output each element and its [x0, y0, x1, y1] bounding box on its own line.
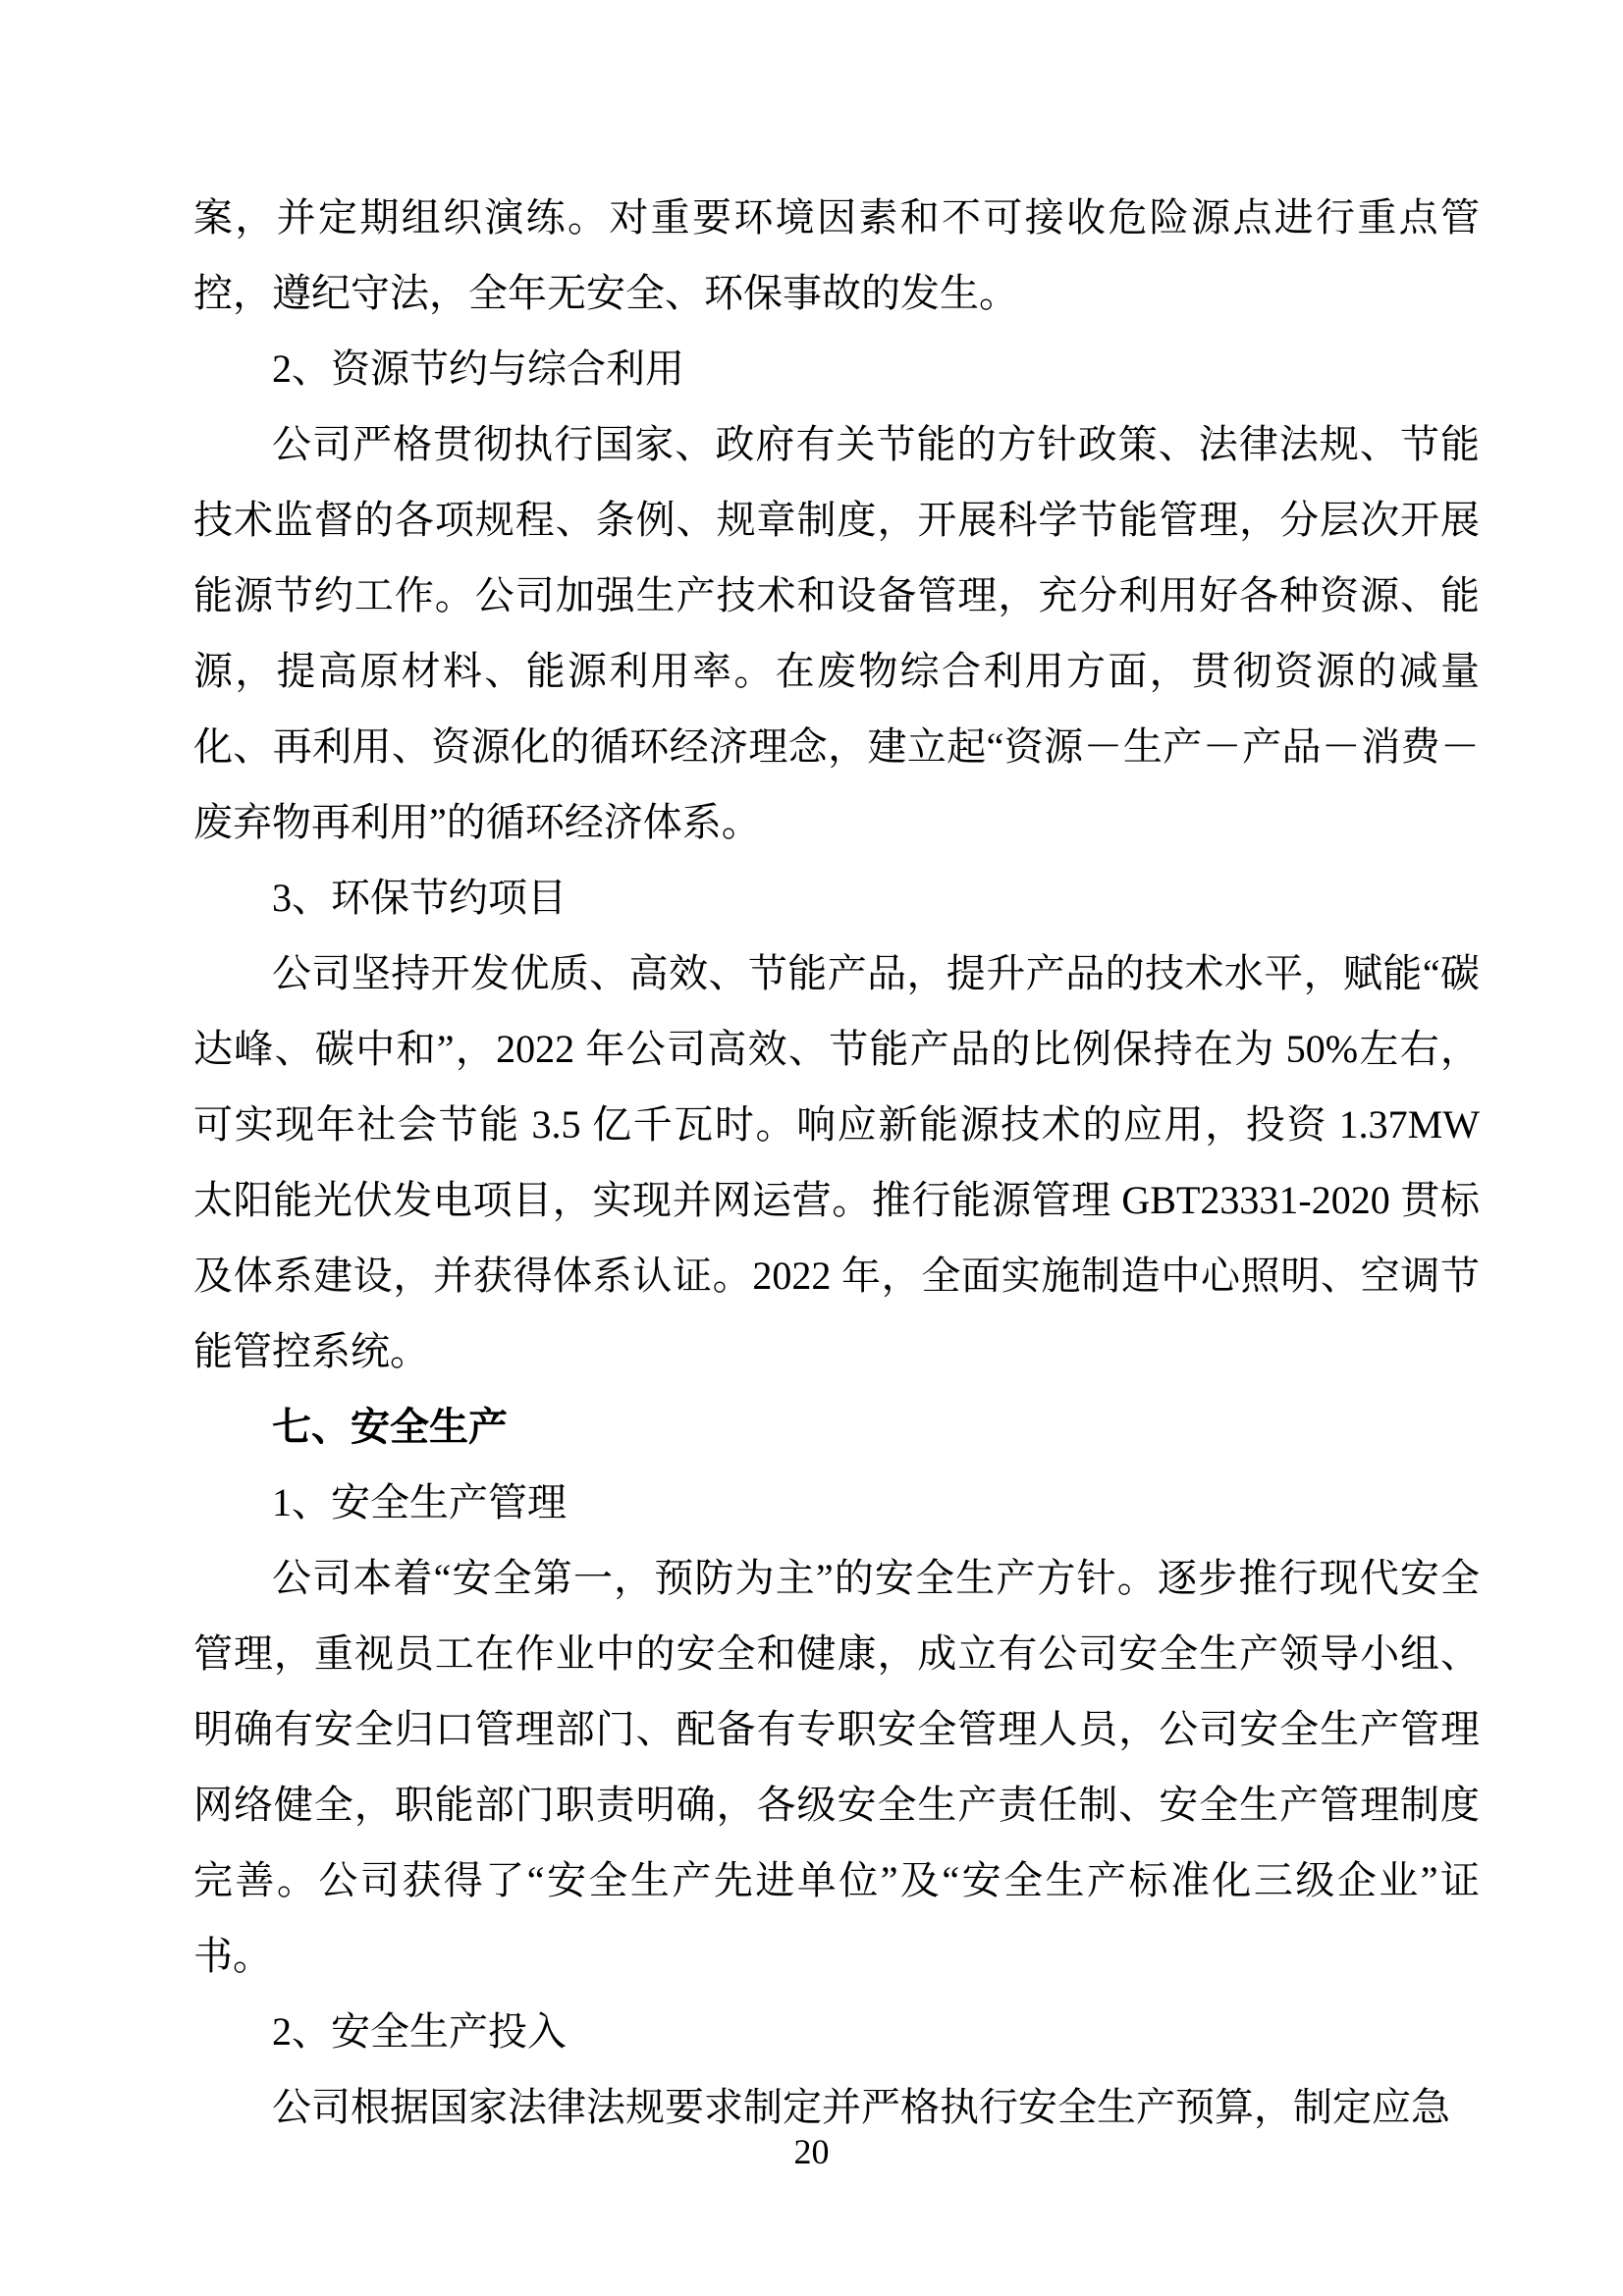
paragraph-energy-policy: 公司严格贯彻执行国家、政府有关节能的方针政策、法律法规、节能技术监督的各项规程、条例、规章制度，开展科学节能管理，分层次开展能源节约工作。公司加强生产技术和设备管理，充分利用好各种资源、能源，提高原材料、能源利用率。在废物综合利用方面，贯彻资源的减量化、再利用、资源化的循环经济理念，建立起“资源－生产－产品－消费－废弃物再利用”的循环经济体系。 [193, 422, 1480, 844]
paragraph-energy-saving-products: 公司坚持开发优质、高效、节能产品，提升产品的技术水平，赋能“碳达峰、碳中和”，2022 年公司高效、节能产品的比例保持在为 50%左右，可实现年社会节能 3.5 亿千瓦时。响应新能源技术的应用，投资 1.37MW 太阳能光伏发电项目，实现并网运营。推行能源管理 GBT23331-2020 贯标及体系建设，并获得体系认证。2022 年，全面实施制造中心照明、空调节能管控系统。 [193, 951, 1480, 1373]
paragraph-safety-management-detail: 公司本着“安全第一，预防为主”的安全生产方针。逐步推行现代安全管理，重视员工在作业中的安全和健康，成立有公司安全生产领导小组、明确有安全归口管理部门、配备有专职安全管理人员，公司安全生产管理网络健全，职能部门职责明确，各级安全生产责任制、安全生产管理制度完善。公司获得了“安全生产先进单位”及“安全生产标准化三级企业”证书。 [193, 1556, 1480, 1978]
section-heading-safety-production: 七、安全生产 [272, 1405, 508, 1449]
subheading-environmental-projects: 3、环保节约项目 [272, 876, 567, 920]
paragraph-continuation-environment: 案，并定期组织演练。对重要环境因素和不可接收危险源点进行重点管控，遵纪守法，全年无安全、环保事故的发生。 [193, 195, 1480, 315]
document-body [193, 180, 1480, 2145]
paragraph-safety-budget: 公司根据国家法律法规要求制定并严格执行安全生产预算，制定应急 [272, 2085, 1450, 2129]
page-number: 20 [793, 2132, 830, 2171]
subheading-safety-management: 1、安全生产管理 [272, 1480, 567, 1524]
subheading-resource-conservation: 2、资源节约与综合利用 [272, 347, 684, 391]
subheading-safety-investment: 2、安全生产投入 [272, 2009, 567, 2054]
